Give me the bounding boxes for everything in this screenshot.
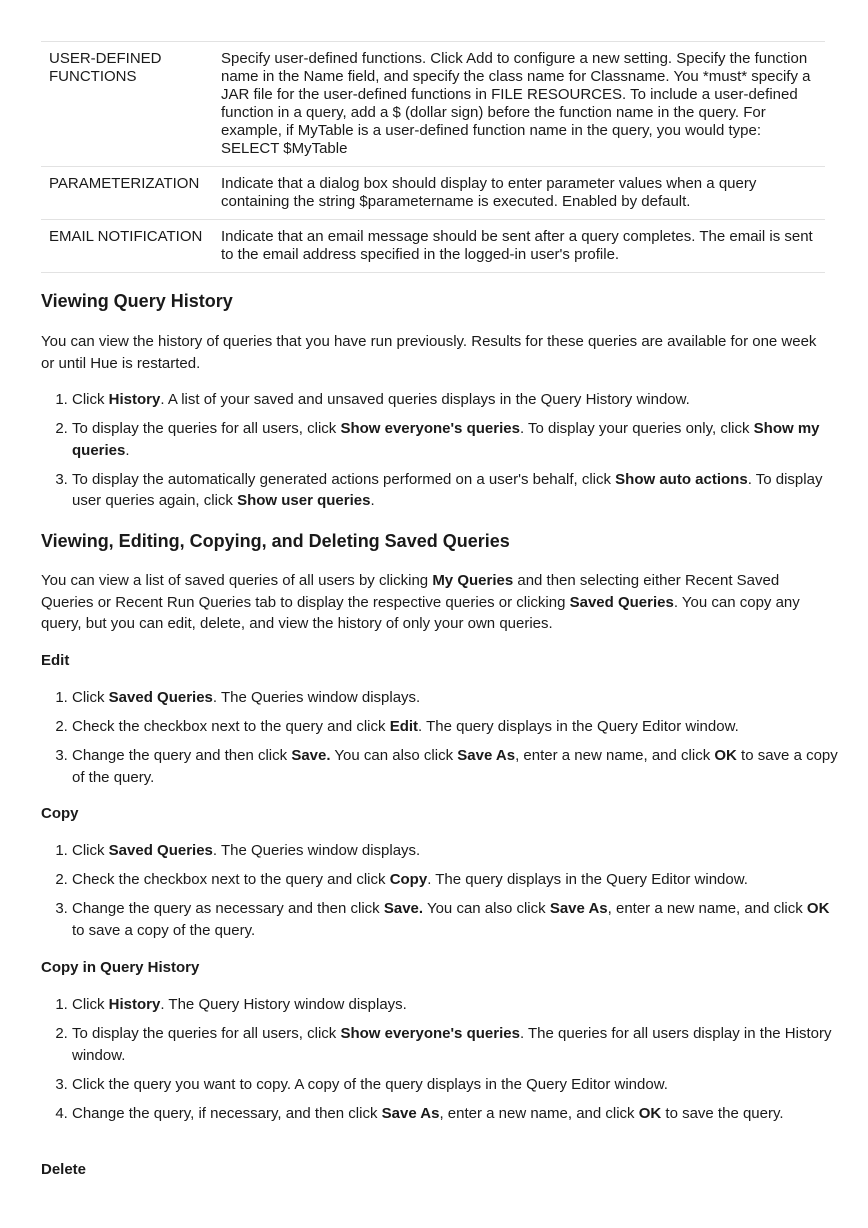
subheading-copy: Copy: [41, 805, 79, 822]
setting-description: Specify user-defined functions. Click Add to configure a new setting. Specify the function name in the Name field, and specify the class name for Classname. You *must* specify a JAR file for the user-defined functions in FILE RESOURCES. To include a user-defined function in a query, add a $ (dollar sign) before the function name in the query. For example, if MyTable is a user-defined function name in the query, you would type: SELECT $MyTable: [214, 42, 825, 167]
list-item: 4. Change the query, if necessary, and then click Save As, enter a new name, and click OK to save the query.: [72, 1103, 842, 1125]
copy-steps: [41, 840, 842, 949]
list-item: 1. Click Saved Queries. The Queries window displays.: [72, 687, 842, 709]
list-item: 2. Check the checkbox next to the query and click Edit. The query displays in the Query Editor window.: [72, 716, 842, 738]
table-row: [41, 220, 825, 273]
setting-name: USER-DEFINED FUNCTIONS: [41, 42, 214, 167]
settings-table: [41, 41, 825, 273]
section-heading-saved-queries: Viewing, Editing, Copying, and Deleting Saved Queries: [41, 531, 510, 551]
list-item: 1. Click History. A list of your saved and unsaved queries displays in the Query History window.: [72, 389, 842, 411]
setting-name: PARAMETERIZATION: [41, 167, 214, 220]
list-item: 3. Change the query and then click Save. You can also click Save As, enter a new name, and click OK to save a copy of the query.: [72, 745, 842, 788]
history-intro: You can view the history of queries that you have run previously. Results for these queries are available for one week or until Hue is restarted.: [41, 333, 817, 372]
history-steps: [41, 389, 842, 519]
list-item: 1. Click Saved Queries. The Queries window displays.: [72, 840, 842, 862]
list-item: 3. Click the query you want to copy. A copy of the query displays in the Query Editor window.: [72, 1074, 842, 1096]
list-item: 2. Check the checkbox next to the query and click Copy. The query displays in the Query Editor window.: [72, 869, 842, 891]
section-heading-query-history: Viewing Query History: [41, 291, 233, 311]
edit-steps: [41, 687, 842, 796]
subheading-copy-in-history: Copy in Query History: [41, 959, 200, 976]
list-item: 2. To display the queries for all users, click Show everyone's queries. To display your queries only, click Show my queries.: [72, 418, 842, 461]
subheading-edit: Edit: [41, 652, 70, 669]
list-item: 3. Change the query as necessary and then click Save. You can also click Save As, enter a new name, and click OK to save a copy of the query.: [72, 898, 842, 941]
subheading-delete: Delete: [41, 1161, 87, 1178]
table-row: [41, 167, 825, 220]
setting-description: Indicate that a dialog box should display to enter parameter values when a query containing the string $parametername is executed. Enabled by default.: [214, 167, 825, 220]
setting-name: EMAIL NOTIFICATION: [41, 220, 214, 273]
copy-history-steps: [41, 994, 842, 1132]
table-row: [41, 42, 825, 167]
list-item: 1. Click History. The Query History window displays.: [72, 994, 842, 1016]
saved-intro: You can view a list of saved queries of all users by clicking My Queries and then selecting either Recent Saved Queries or Recent Run Queries tab to display the respective queries or clicking Saved Queries. You can copy any query, but you can edit, delete, and view the history of only your own queries.: [41, 572, 800, 632]
list-item: 3. To display the automatically generated actions performed on a user's behalf, click Show auto actions. To display user queries again, click Show user queries.: [72, 469, 842, 512]
list-item: 2. To display the queries for all users, click Show everyone's queries. The queries for all users display in the History window.: [72, 1023, 842, 1066]
setting-description: Indicate that an email message should be sent after a query completes. The email is sent to the email address specified in the logged-in user's profile.: [214, 220, 825, 273]
